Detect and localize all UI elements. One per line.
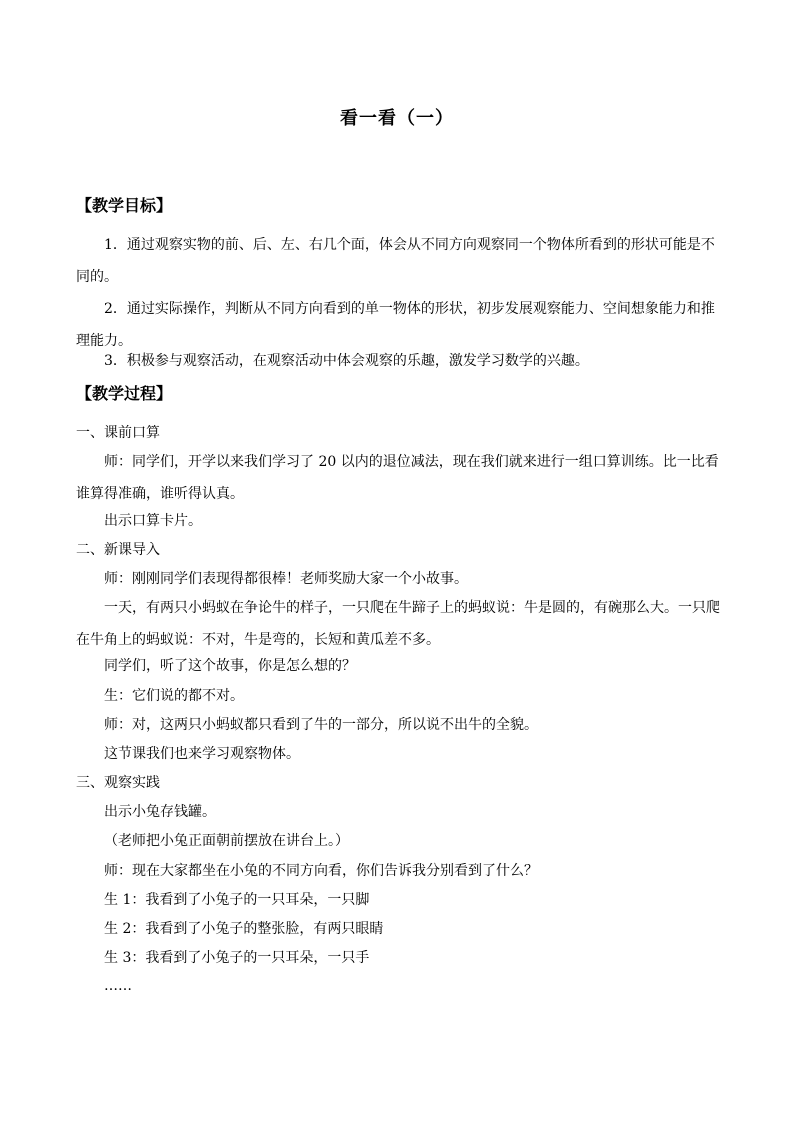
part3-line-1: 出示小兔存钱罐。 [104,804,216,820]
part3-line-5: 生 2：我看到了小兔子的整张脸，有两只眼睛 [104,921,384,937]
part3-heading: 三、观察实践 [76,775,160,791]
goals-heading: 【教学目标】 [76,196,173,215]
part2-line-1: 师：刚刚同学们表现得都很棒！老师奖励大家一个小故事。 [104,571,468,587]
part3-line-6: 生 3：我看到了小兔子的一只耳朵，一只手 [104,950,370,966]
part2-line-2: 一天，有两只小蚂蚁在争论牛的样子，一只爬在牛蹄子上的蚂蚁说：牛是圆的，有碗那么大。一只爬在牛角上的蚂蚁说：不对，牛是弯的，长短和黄瓜差不多。 [76,600,720,648]
part2-line-6: 这节课我们也来学习观察物体。 [104,746,300,762]
part2-line-5: 师：对，这两只小蚂蚁都只看到了牛的一部分，所以说不出牛的全貌。 [104,717,538,733]
part1-heading: 一、课前口算 [76,425,160,441]
part3-line-7: …… [104,978,132,994]
part1-line-2: 出示口算卡片。 [104,513,202,529]
part3-line-3: 师：现在大家都坐在小兔的不同方向看，你们告诉我分别看到了什么？ [104,863,538,879]
goal-item-3: 3．积极参与观察活动，在观察活动中体会观察的乐趣，激发学习数学的兴趣。 [104,353,589,369]
part2-line-4: 生：它们说的都不对。 [104,688,244,704]
page-title: 看一看（一） [340,108,454,129]
part2-line-3: 同学们，听了这个故事，你是怎么想的？ [104,658,356,674]
goal-item-2: 2．通过实际操作，判断从不同方向看到的单一物体的形状，初步发展观察能力、空间想象能力和推理能力。 [76,301,715,349]
part3-line-4: 生 1：我看到了小兔子的一只耳朵，一只脚 [104,892,370,908]
part1-line-1: 师：同学们，开学以来我们学习了 20 以内的退位减法，现在我们就来进行一组口算训练。比一比看谁算得准确，谁听得认真。 [76,454,719,502]
goal-item-1: 1．通过观察实物的前、后、左、右几个面，体会从不同方向观察同一个物体所看到的形状可能是不同的。 [76,237,715,285]
part2-heading: 二、新课导入 [76,542,160,558]
process-heading: 【教学过程】 [76,384,173,403]
part3-line-2: （老师把小兔正面朝前摆放在讲台上。） [104,833,349,849]
